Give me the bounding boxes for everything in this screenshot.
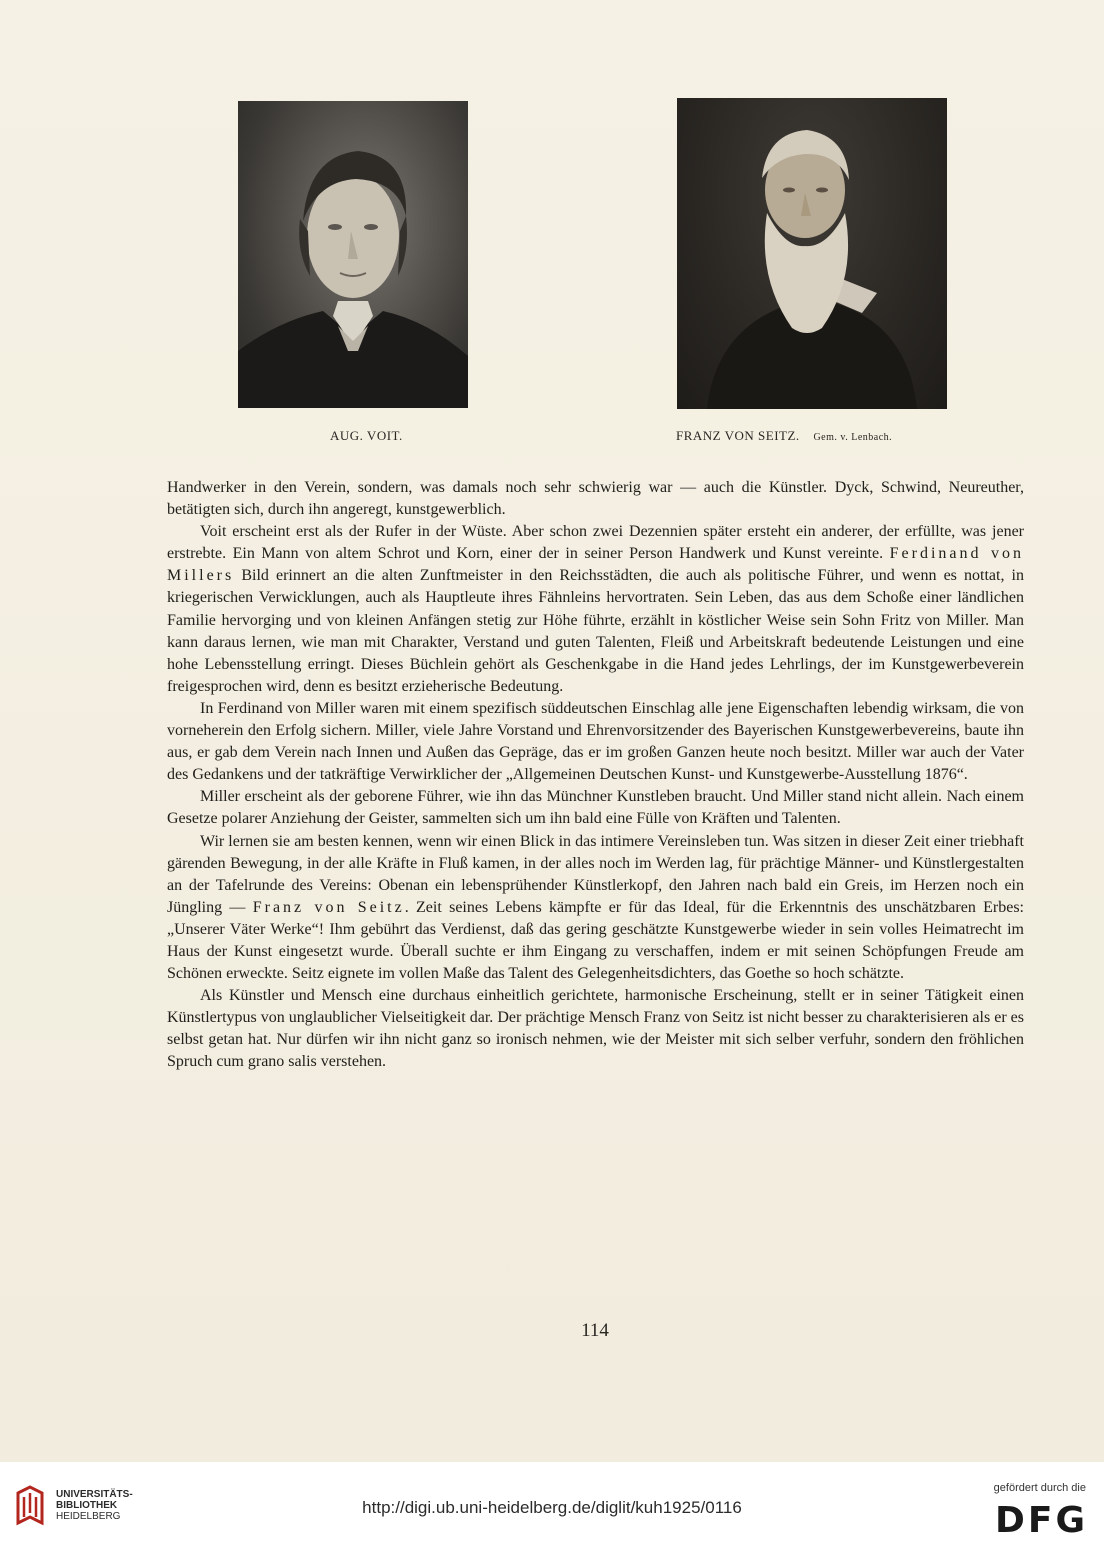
paragraph-4: Miller erscheint als der geborene Führer, wie ihn das Münchner Kunstleben braucht. Und Miller stand nicht allein. Nach einem Gesetze polarer Anziehung der Geister, sammelten sich um ihn bald eine Fülle von Kräften und Talenten. [167,788,1024,828]
paragraph-2-pre: Voit erscheint erst als der Rufer in der Wüste. Aber schon zwei Dezennien später ersteht ein anderer, der erfüllte, was jener erstrebte. Ein Mann von altem Schrot und Korn, einer der in seiner Person Handwerk und Kunst vereinte. [167,523,1024,563]
portrait-seitz-image [677,98,947,409]
portrait-photo-seitz [677,98,947,409]
permalink-url[interactable]: http://digi.ub.uni-heidelberg.de/diglit/kuh1925/0116 [362,1498,742,1517]
paragraph-5-pre: Wir lernen sie am besten kennen, wenn wir einen Blick in das intimere Vereinsleben tun. Was sitzen in dieser Zeit einer triebhaft gärenden Bewegung, in der alle Kräfte in Fluß kamen, in der alles noch im Werden lag, für prächtige Männer- und Künstlergestalten an der Tafelrunde des Vereins: Obenan ein lebensprühender Künstlerkopf, den Jahren nach bald ein Greis, im Herzen noch ein Jüngling — [167,832,1024,916]
paragraph-5 [167,831,1024,986]
library-name-line-2: BIBLIOTHEK [56,1500,118,1511]
paragraph-1: Handwerker in den Verein, sondern, was damals noch sehr schwierig war — auch die Künstler. Dyck, Schwind, Neureuther, betätigten sich, durch ihn angeregt, kunstgewerblich. [167,479,1024,519]
caption-voit [330,428,403,444]
article-body [167,477,1024,1074]
paragraph-6: Als Künstler und Mensch eine durchaus einheitlich gerichtete, harmonische Erscheinung, stellt er in seiner Tätigkeit einen Künstlertypus von unglaublicher Vielseitigkeit dar. Der prächtige Mensch Franz von Seitz ist nicht besser zu charakterisieren als er es selbst getan hat. Nur dürfen wir ihn nicht ganz so ironisch nehmen, wie der Meister mit sich selber verfuhr, sondern den fröhlichen Spruch cum grano salis verstehen. [167,987,1024,1071]
library-name-line-3: HEIDELBERG [56,1511,121,1522]
caption-voit-text: AUG. VOIT. [330,428,403,443]
portrait-photo-voit [238,101,468,408]
page-number: 114 [581,1320,609,1341]
funded-by-label: gefördert durch die [993,1482,1086,1494]
paragraph-5-post: . Zeit seines Lebens kämpfte er für das Ideal, für die Erkenntnis des unschätzbaren Erbes: „Unserer Väter Werke“! Ihm gebührt das Verdienst, daß das gering geschätzte Kunstgewerbe wieder in sein volles Heimatrecht im Haus der Kunst eingesetzt wurde. Überall suchte er ihm Eingang zu verschaffen, indem er mit seinen Schöpfungen Freude am Schönen erweckte. Seitz eignete im vollen Maße das Talent des Gelegenheitsdichters, das Goethe so hoch schätzte. [167,898,1024,983]
paragraph-3: In Ferdinand von Miller waren mit einem spezifisch süddeutschen Einschlag alle jene Eigenschaften lebendig wirksam, die von vorneherein den Erfolg sichern. Miller, viele Jahre Vorstand und Ehrenvorsitzender des Bayerischen Kunstgewerbevereins, baute ihn aus, er gab dem Verein nach Innen und Außen das Gepräge, das er im großen Ganzen heute noch besitzt. Miller war auch der Vater des Gedankens und der tatkräftige Verwirklicher der „Allgemeinen Deutschen Kunst- und Kunstgewerbe-Ausstellung 1876“. [167,699,1024,784]
portrait-voit-image [238,101,468,408]
dfg-logo[interactable]: DFG [994,1500,1088,1541]
library-name-line-1: UNIVERSITÄTS- [56,1489,133,1500]
name-ferdinand-von-miller: Ferdinand von Millers [167,545,1025,585]
viewer-footer [0,1462,1104,1550]
paragraph-2 [167,521,1024,698]
caption-seitz-text: FRANZ VON SEITZ. [676,428,800,443]
caption-seitz [676,428,892,444]
name-franz-von-seitz: Franz von Seitz [252,898,405,916]
caption-painter-credit: Gem. v. Lenbach. [813,432,893,443]
paragraph-2-post: Bild erinnert an die alten Zunftmeister in den Reichsstädten, die auch als politische Führer, und wenn es nottat, in kriegerischen Verwicklungen, auch als Hauptleute ihres Fähnleins hervortraten. Sein Leben, das aus dem Schoße einer ländlichen Familie hervorging und von kleinen Anfängen stetig zur Höhe führte, erzählt in köstlicher Weise sein Sohn Fritz von Miller. Man kann daraus lernen, wie man mit Charakter, Verstand und guten Talenten, Fleiß und Arbeitskraft bedeutende Leistungen und eine hohe Lebensstellung erringt. Dieses Büchlein gehört als Geschenkgabe in die Hand jedes Lehrlings, der im Kunstgewerbeverein freigesprochen wird, denn es besitzt erzieherische Bedeutung. [167,567,1024,695]
